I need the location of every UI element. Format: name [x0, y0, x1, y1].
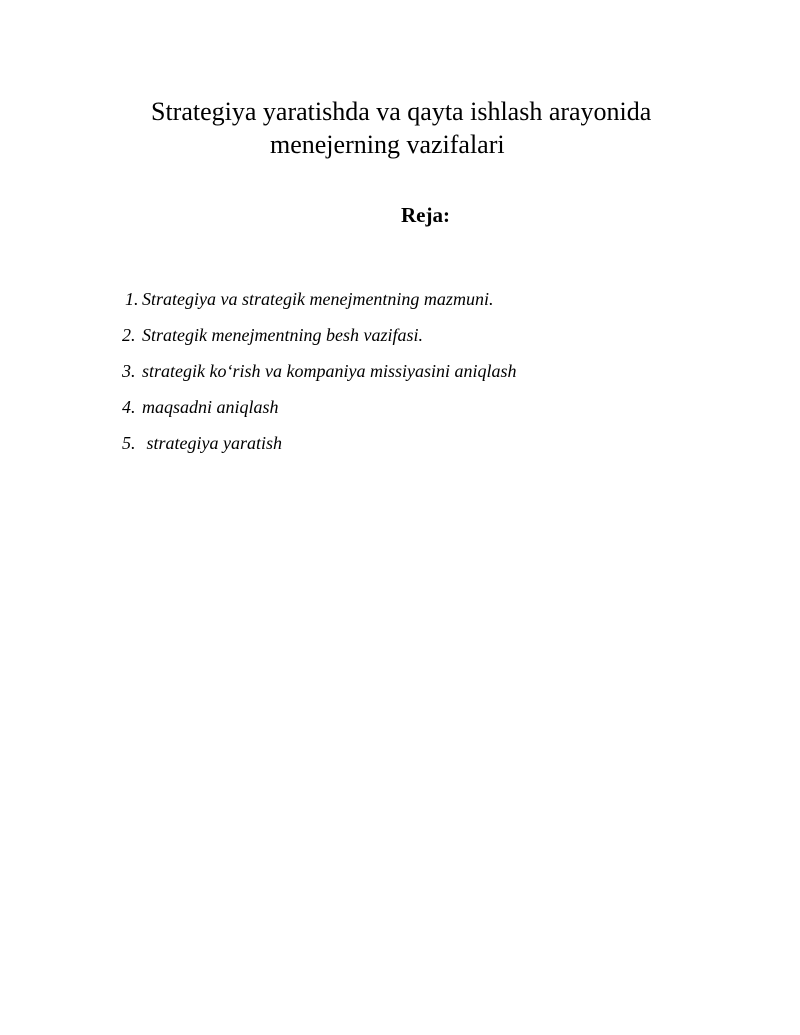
plan-heading: Reja: [401, 203, 450, 227]
plan-item-number: 2. [122, 325, 136, 345]
plan-item-number: 4. [122, 397, 136, 417]
document-title-line-2: menejerning vazifalari [270, 130, 505, 159]
plan-item-text: maqsadni aniqlash [142, 397, 279, 417]
plan-item-number: 3. [122, 361, 136, 381]
plan-item-number: 1. [125, 289, 139, 309]
plan-item-text: Strategik menejmentning besh vazifasi. [142, 325, 423, 345]
plan-item-number: 5. [122, 433, 136, 453]
document-title-line-1: Strategiya yaratishda va qayta ishlash arayonida [151, 97, 652, 126]
plan-item-text: strategik ko‘rish va kompaniya missiyasini aniqlash [142, 361, 517, 381]
plan-item-text: Strategiya va strategik menejmentning mazmuni. [142, 289, 494, 309]
plan-item-text: strategiya yaratish [142, 433, 282, 453]
